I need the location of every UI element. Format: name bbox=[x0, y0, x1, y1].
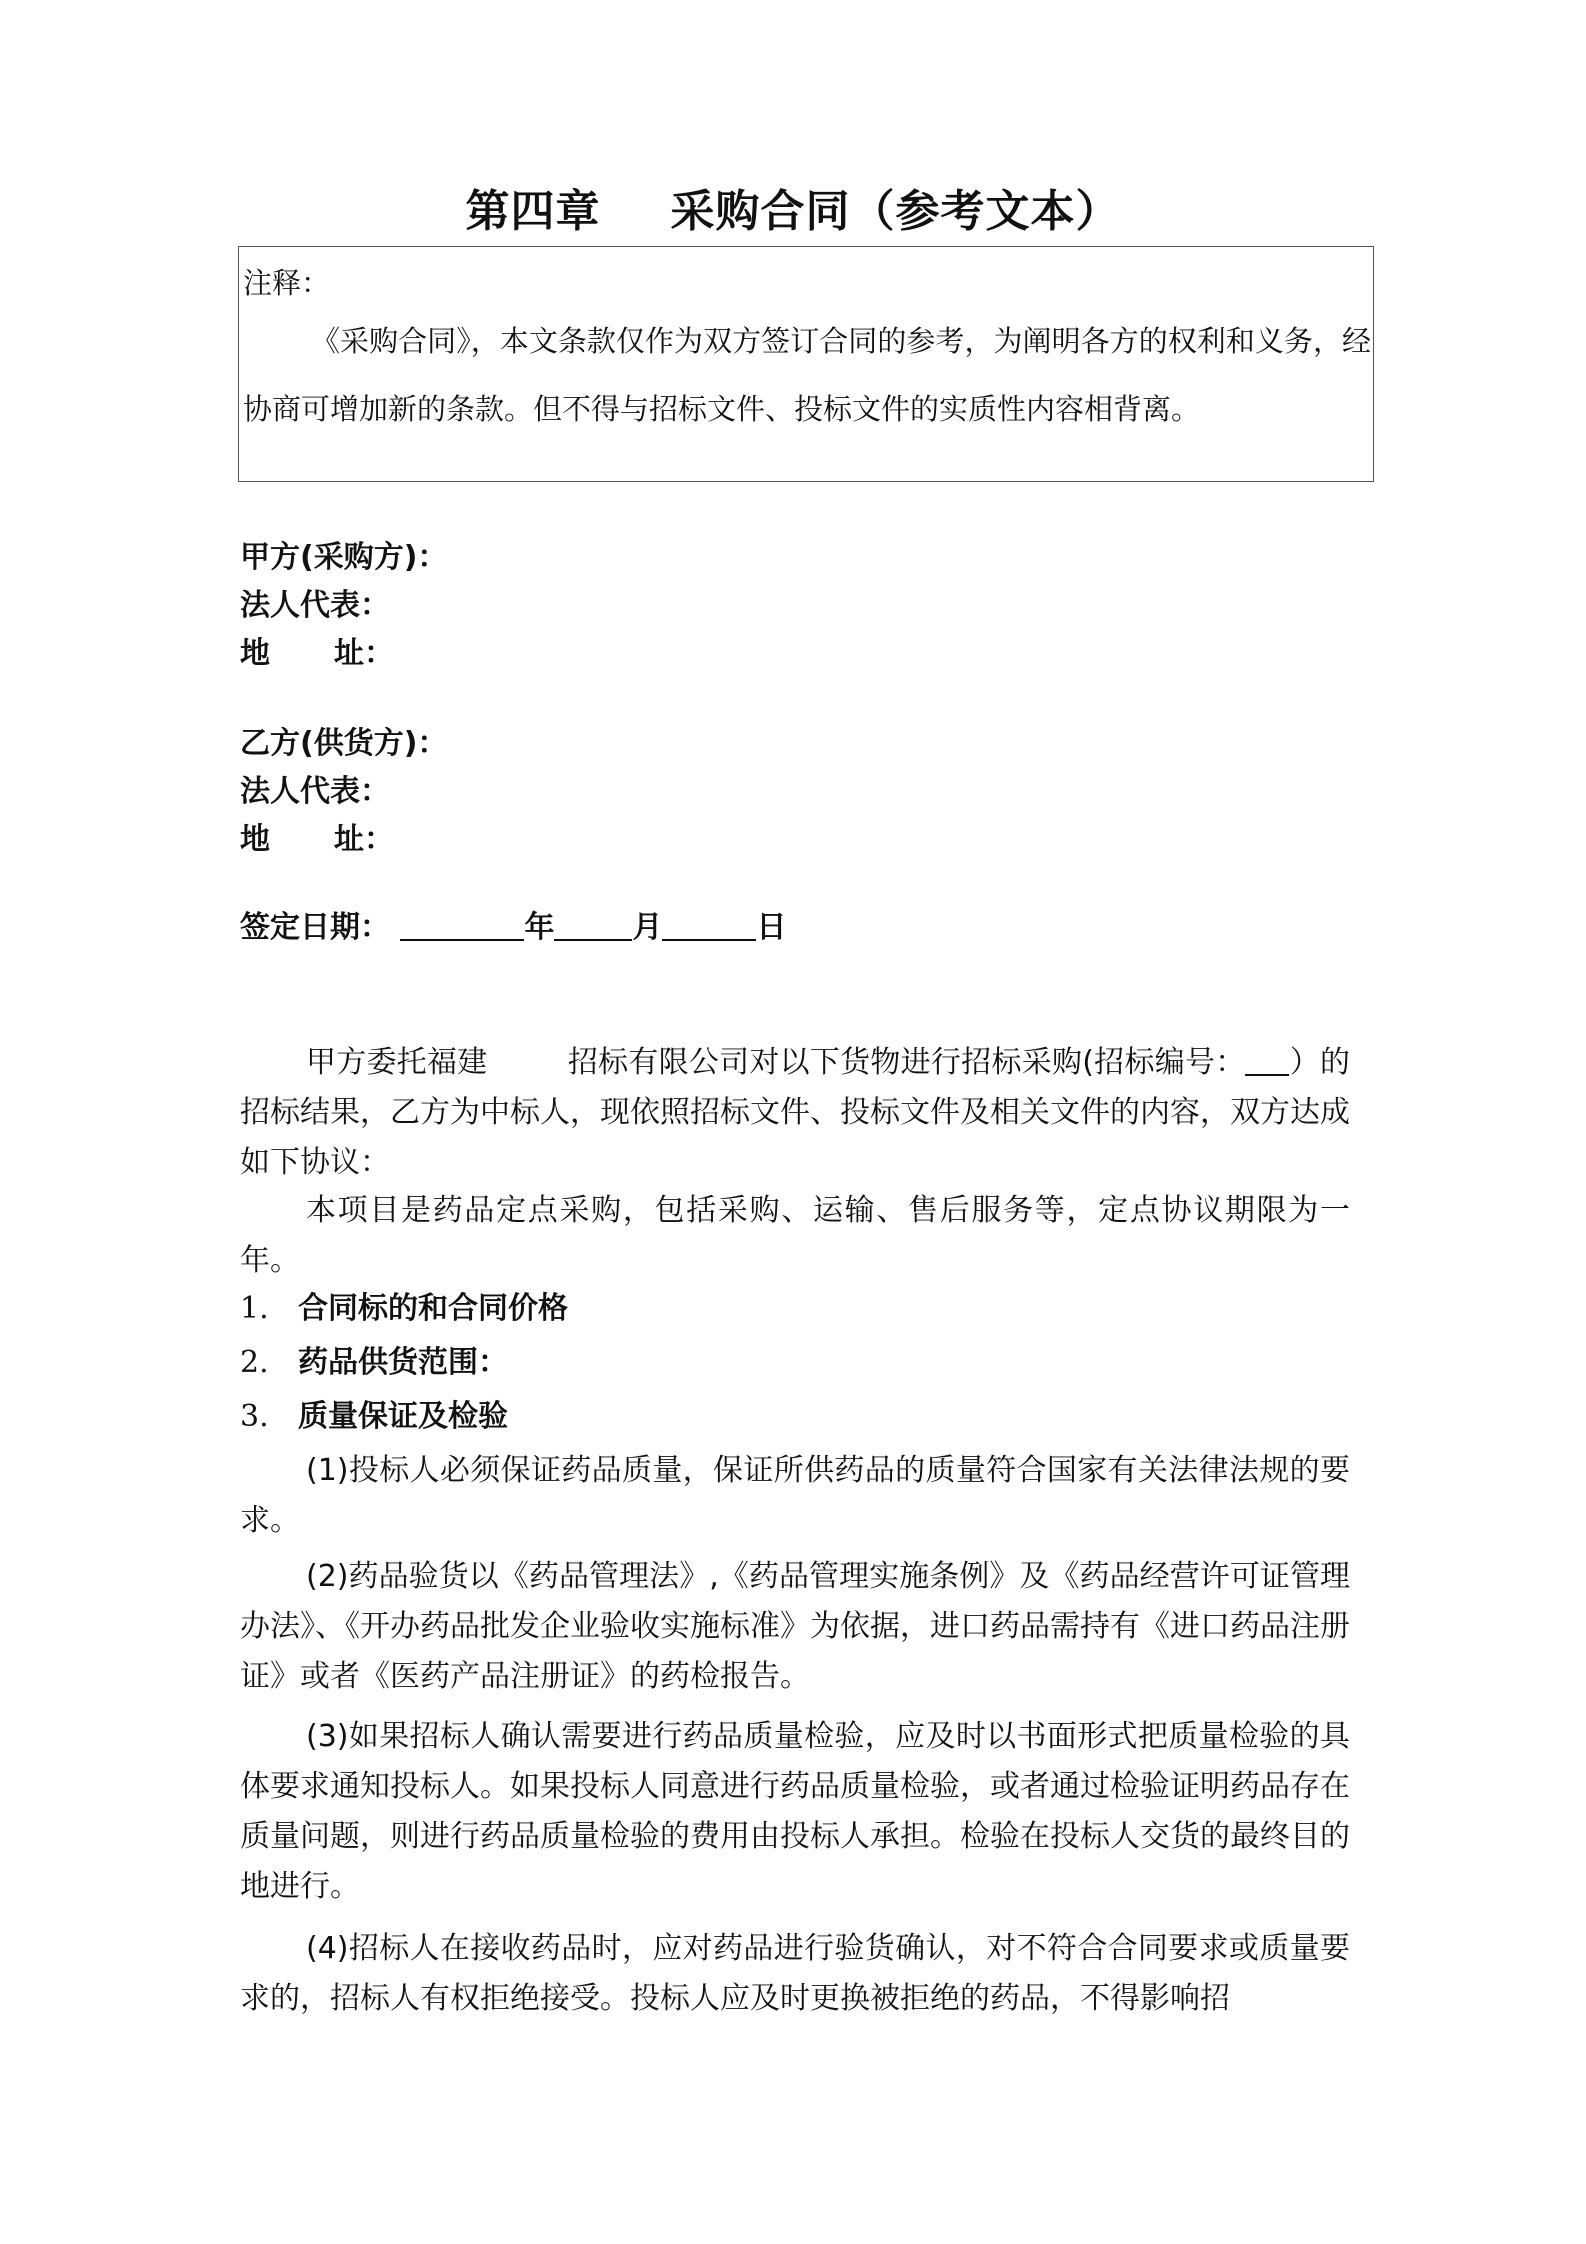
address-label-part: 址： bbox=[334, 822, 394, 857]
section-label: 质量保证及检验 bbox=[298, 1399, 508, 1434]
scope-paragraph: 本项目是药品定点采购，包括采购、运输、售后服务等，定点协议期限为一年。 bbox=[240, 1193, 1350, 1278]
chapter-number: 第四章 bbox=[465, 186, 601, 237]
party-b-name-label: 乙方(供货方)： bbox=[240, 726, 448, 761]
clause-paragraph: (4)招标人在接收药品时，应对药品进行验货确认，对不符合合同要求或质量要求的，招标人有权拒绝接受。投标人应及时更换被拒绝的药品，不得影响招 bbox=[240, 1931, 1350, 2016]
note-box bbox=[238, 246, 1374, 482]
year-label: 年 bbox=[524, 910, 555, 945]
month-blank bbox=[554, 909, 632, 941]
clause-paragraph: (3)如果招标人确认需要进行药品质量检验，应及时以书面形式把质量检验的具体要求通知投标人。如果投标人同意进行药品质量检验，或者通过检验证明药品存在质量问题，则进行药品质量检验的费用由投标人承担。检验在投标人交货的最终目的地进行。 bbox=[240, 1719, 1350, 1904]
intro-part-1: 甲方委托福建 bbox=[306, 1045, 488, 1080]
intro-part-4: 的招标结果，乙方为中标人，现依照招标文件、投标文件及相关文件的内容，双方达成如下协议： bbox=[240, 1045, 1351, 1180]
party-b-address-label bbox=[240, 820, 394, 860]
address-label-part: 地 bbox=[240, 636, 270, 671]
sign-date-line bbox=[240, 908, 786, 948]
party-b-rep-label: 法人代表： bbox=[240, 774, 390, 809]
chapter-title bbox=[0, 182, 1586, 242]
clause-paragraph: (2)药品验货以《药品管理法》,《药品管理实施条例》及《药品经营许可证管理办法》、《开办药品批发企业验收实施标准》为依据，进口药品需持有《进口药品注册证》或者《医药产品注册证》的药检报告。 bbox=[240, 1559, 1350, 1694]
note-text: 《采购合同》，本文条款仅作为双方签订合同的参考，为阐明各方的权利和义务，经协商可增加新的条款。但不得与招标文件、投标文件的实质性内容相背离。 bbox=[243, 324, 1371, 426]
section-number: 1. bbox=[240, 1291, 269, 1326]
note-label: 注释： bbox=[243, 266, 331, 300]
bid-number-blank bbox=[1245, 1044, 1289, 1076]
year-blank bbox=[400, 909, 524, 941]
chapter-name: 采购合同（参考文本） bbox=[670, 186, 1121, 237]
section-label: 合同标的和合同价格 bbox=[298, 1291, 568, 1326]
section-item bbox=[240, 1338, 508, 1388]
clause-paragraph: (1)投标人必须保证药品质量，保证所供药品的质量符合国家有关法律法规的要求。 bbox=[240, 1453, 1350, 1538]
address-label-part: 址： bbox=[334, 636, 394, 671]
section-number: 2. bbox=[240, 1345, 269, 1380]
party-a-address-label bbox=[240, 634, 394, 674]
day-label: 日 bbox=[756, 910, 787, 945]
section-item bbox=[240, 1392, 508, 1442]
party-a-rep-label: 法人代表： bbox=[240, 588, 390, 623]
section-number: 3. bbox=[240, 1399, 269, 1434]
intro-paragraph bbox=[240, 1038, 1350, 1188]
section-item bbox=[240, 1284, 568, 1334]
party-a-name-label: 甲方(采购方)： bbox=[240, 540, 448, 575]
intro-part-2: 招标有限公司对以下货物进行招标采购(招标编号： bbox=[567, 1045, 1246, 1080]
intro-part-3: ） bbox=[1289, 1045, 1321, 1080]
section-label: 药品供货范围： bbox=[298, 1345, 508, 1380]
sign-date-label: 签定日期： bbox=[240, 910, 390, 945]
address-label-part: 地 bbox=[240, 822, 270, 857]
month-label: 月 bbox=[632, 910, 663, 945]
day-blank bbox=[662, 909, 756, 941]
